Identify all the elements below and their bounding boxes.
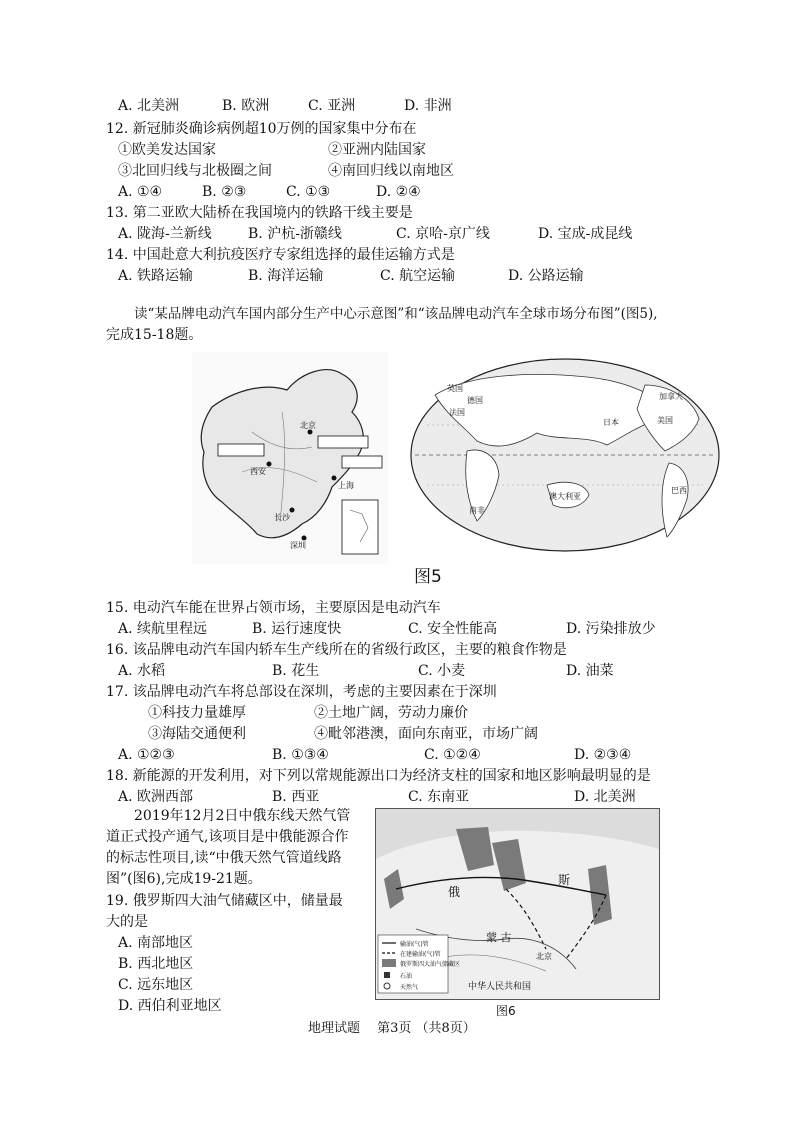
label-brazil: 巴西 (671, 486, 687, 495)
q12-item-4: ④南回归线以南地区 (328, 163, 454, 179)
q18-option-c: C. 东南亚 (408, 789, 470, 805)
q17-option-c: C. ①②④ (424, 747, 481, 763)
q13-stem: 13. 第二亚欧大陆桥在我国境内的铁路干线主要是 (106, 205, 413, 221)
q11-option-a: A. 北美洲 (118, 98, 180, 114)
q11-option-b: B. 欧洲 (222, 98, 270, 114)
q11-option-d: D. 非洲 (404, 98, 452, 114)
q15-options (118, 620, 698, 638)
q19-option-a: A. 南部地区 (118, 935, 194, 951)
q19-option-d: D. 西伯利亚地区 (118, 998, 222, 1014)
label-canada: 加拿大 (659, 392, 683, 401)
q13-option-b: B. 沪杭-浙赣线 (248, 226, 342, 242)
label-shanghai: 上海 (338, 481, 354, 490)
q14-option-b: B. 海洋运输 (248, 268, 324, 284)
q13-option-a: A. 陇海-兰新线 (118, 226, 212, 242)
q14-options (118, 267, 598, 285)
q15-option-c: C. 安全性能高 (408, 621, 498, 637)
q12-option-a: A. ①④ (118, 184, 163, 200)
label-beijing-fig6: 北京 (536, 952, 552, 961)
q12-options (118, 183, 458, 201)
q16-option-a: A. 水稻 (118, 663, 166, 679)
label-france: 法国 (449, 408, 465, 417)
figure6-pipeline-map (375, 808, 660, 1000)
q12-option-d: D. ②④ (376, 184, 421, 200)
legend-oil: 石油 (400, 973, 413, 980)
q15-stem: 15. 电动汽车能在世界占领市场，主要原因是电动汽车 (106, 600, 441, 616)
q13-option-c: C. 京哈-京广线 (396, 226, 490, 242)
q17-stem: 17. 该品牌电动汽车将总部设在深圳，考虑的主要因素在于深圳 (106, 684, 497, 700)
label-changsha: 长沙 (274, 513, 290, 522)
q15-option-d: D. 污染排放少 (566, 621, 656, 637)
q11-option-c: C. 亚洲 (308, 98, 356, 114)
legend-oil-gas-regions: 俄罗斯四大油气储藏区 (400, 961, 461, 968)
label-south-africa: 南非 (469, 506, 485, 515)
q14-stem: 14. 中国赴意大利抗疫医疗专家组选择的最佳运输方式是 (106, 247, 455, 263)
q17-options (118, 746, 698, 764)
figure5-world-map (407, 355, 723, 555)
figure5-caption: 图5 (414, 567, 442, 587)
q11-options (118, 97, 678, 115)
south-china-sea-inset (342, 500, 378, 554)
q19-stem-line1: 19. 俄罗斯四大油气储藏区中，储量最 (106, 893, 343, 909)
label-prc: 中华人民共和国 (468, 982, 532, 992)
legend-pipeline: 输油(气)管 (400, 941, 429, 948)
label-usa: 美国 (657, 416, 673, 425)
q19-stem-line2: 大的是 (106, 914, 148, 930)
q15-option-a: A. 续航里程远 (118, 621, 208, 637)
shanghai-dot (332, 476, 337, 481)
intro-15-18-line1: 读“某品牌电动汽车国内部分生产中心示意图”和“该品牌电动汽车全球市场分布图”(图5), (134, 306, 658, 322)
q18-option-b: B. 西亚 (272, 789, 320, 805)
q18-options (118, 788, 698, 806)
q17-option-b: B. ①③④ (272, 747, 329, 763)
legend-natural-gas: 天然气 (400, 984, 419, 991)
q17-item-1: ①科技力量雄厚 (148, 705, 246, 721)
q17-item-2: ②土地广阔，劳动力廉价 (314, 705, 468, 721)
oil-gas-region-far-east (588, 865, 612, 925)
q18-stem: 18. 新能源的开发利用，对下列以常规能源出口为经济支柱的国家和地区影响最明显的是 (106, 768, 651, 784)
q13-options (118, 225, 678, 243)
oil-gas-region-siberia (492, 839, 526, 891)
label-mongolia: 蒙 古 (486, 931, 512, 944)
label-shenzhen: 深圳 (290, 541, 306, 550)
legend-pipeline-under-construction: 在建输油(气)管 (400, 951, 441, 958)
oil-gas-region-northwest (456, 827, 494, 871)
q17-option-a: A. ①②③ (118, 747, 175, 763)
figure6-caption: 图6 (496, 1004, 516, 1018)
q16-options (118, 662, 678, 680)
changsha-dot (290, 508, 295, 513)
q12-item-3: ③北回归线与北极圈之间 (118, 163, 272, 179)
q17-item-4: ④毗邻港澳，面向东南亚，市场广阔 (314, 726, 538, 742)
q16-option-c: C. 小麦 (418, 663, 466, 679)
q17-item-3: ③海陆交通便利 (148, 726, 246, 742)
intro-19-21: 2019年12月2日中俄东线天然气管道正式投产通气,该项目是中俄能源合作的标志性项目,读“中俄天然气管道线路图”(图6),完成19-21题。 (106, 808, 351, 887)
q12-item-1: ①欧美发达国家 (118, 142, 216, 158)
q16-option-d: D. 油菜 (566, 663, 614, 679)
label-germany: 德国 (467, 396, 483, 405)
q13-option-d: D. 宝成-成昆线 (538, 226, 633, 242)
figure5-china-map (192, 352, 388, 564)
label-russia-s: 斯 (558, 873, 571, 887)
q12-option-c: C. ①③ (286, 184, 331, 200)
label-australia: 澳大利亚 (549, 492, 581, 501)
intro-15-18-line2: 完成15-18题。 (106, 327, 203, 343)
q12-option-b: B. ②③ (202, 184, 247, 200)
q12-item-2: ②亚洲内陆国家 (328, 142, 426, 158)
q15-option-b: B. 运行速度快 (252, 621, 342, 637)
south-america-shape (662, 463, 688, 537)
q18-option-d: D. 北美洲 (574, 789, 636, 805)
page-footer: 地理试题 第3页 （共8页） (308, 1021, 476, 1036)
q16-option-b: B. 花生 (272, 663, 320, 679)
q14-option-c: C. 航空运输 (380, 268, 456, 284)
label-uk: 英国 (447, 384, 463, 393)
label-japan: 日本 (603, 418, 619, 427)
q12-stem: 12. 新冠肺炎确诊病例超10万例的国家集中分布在 (106, 121, 417, 137)
q18-option-a: A. 欧洲西部 (118, 789, 194, 805)
label-russia-e: 俄 (448, 885, 461, 899)
q14-option-a: A. 铁路运输 (118, 268, 194, 284)
label-xian: 西安 (250, 467, 266, 476)
label-beijing: 北京 (300, 421, 316, 430)
q17-option-d: D. ②③④ (574, 747, 632, 763)
q14-option-d: D. 公路运输 (508, 268, 584, 284)
xian-dot (267, 462, 272, 467)
oil-gas-region-south (384, 869, 404, 909)
q16-stem: 16. 该品牌电动汽车国内轿车生产线所在的省级行政区，主要的粮食作物是 (106, 642, 567, 658)
q19-option-c: C. 远东地区 (118, 977, 194, 993)
q19-option-b: B. 西北地区 (118, 956, 194, 972)
